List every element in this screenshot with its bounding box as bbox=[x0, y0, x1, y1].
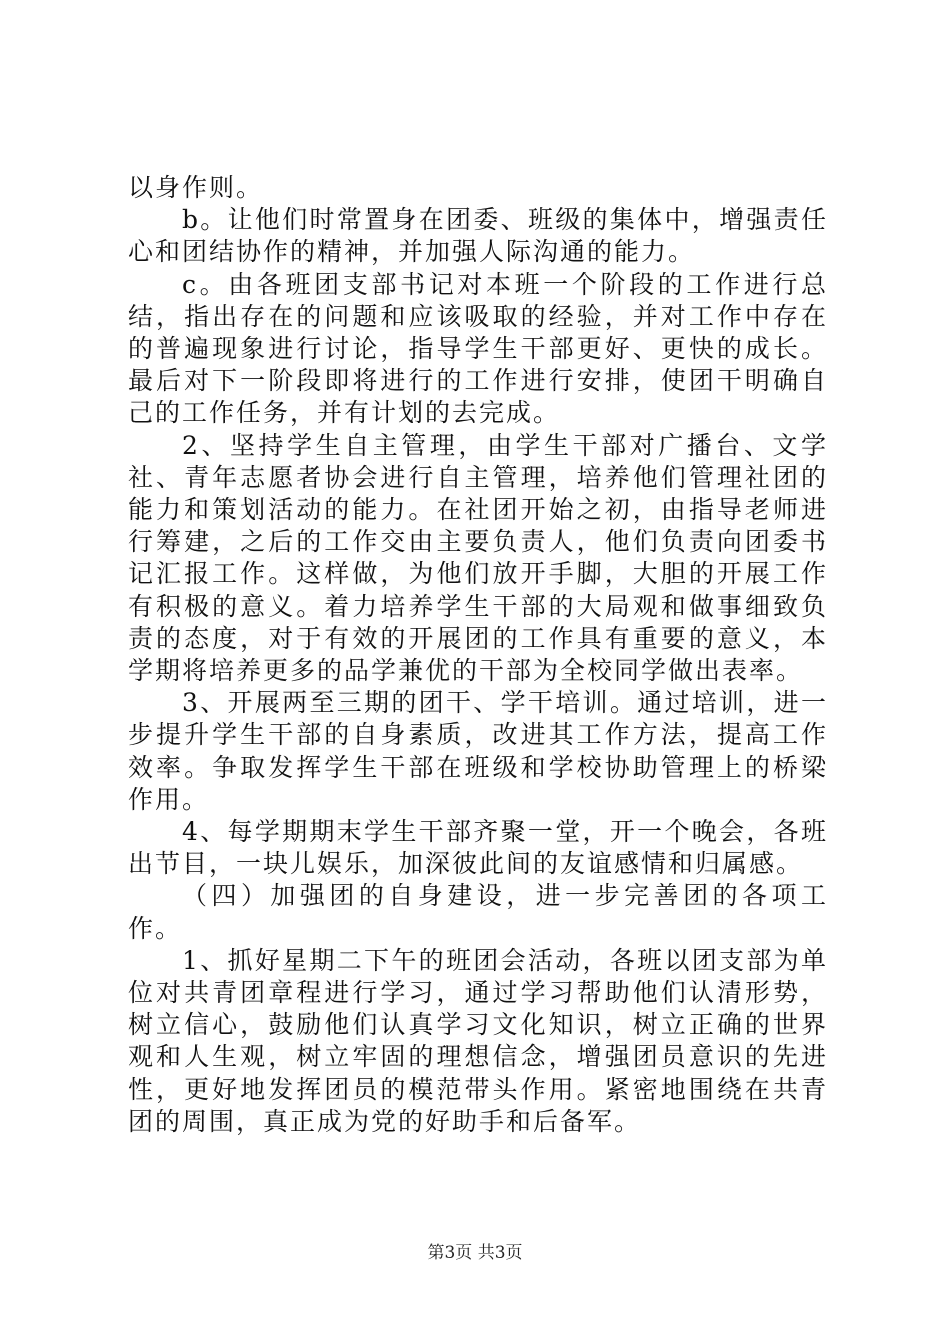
paragraph-section-four-item-1: 1、抓好星期二下午的班团会活动，各班以团支部为单位对共青团章程进行学习，通过学习帮助他们认清形势，树立信心，鼓励他们认真学习文化知识，树立正确的世界观和人生观，树立牢固的理想信念，增强团员意识的先进性，更好地发挥团员的模范带头作用。紧密地围绕在共青团的周围，真正成为党的好助手和后备军。 bbox=[128, 945, 828, 1136]
paragraph-item-3: 3、开展两至三期的团干、学干培训。通过培训，进一步提升学生干部的自身素质，改进其工作方法，提高工作效率。争取发挥学生干部在班级和学校协助管理上的桥梁作用。 bbox=[128, 688, 828, 814]
paragraph-continuation: 以身作则。 bbox=[128, 173, 264, 202]
document-body bbox=[128, 172, 828, 1138]
paragraph-b: b。让他们时常置身在团委、班级的集体中，增强责任心和团结协作的精神，并加强人际沟通的能力。 bbox=[128, 205, 828, 267]
paragraph-item-2: 2、坚持学生自主管理，由学生干部对广播台、文学社、青年志愿者协会进行自主管理，培养他们管理社团的能力和策划活动的能力。在社团开始之初，由指导老师进行筹建，之后的工作交由主要负责人，他们负责向团委书记汇报工作。这样做，为他们放开手脚，大胆的开展工作有积极的意义。着力培养学生干部的大局观和做事细致负责的态度，对于有效的开展团的工作具有重要的意义，本学期将培养更多的品学兼优的干部为全校同学做出表率。 bbox=[128, 430, 828, 686]
paragraph-item-4: 4、每学期期末学生干部齐聚一堂，开一个晚会，各班出节目，一块儿娱乐，加深彼此间的友谊感情和归属感。 bbox=[128, 817, 828, 879]
section-heading-four: （四）加强团的自身建设，进一步完善团的各项工作。 bbox=[128, 881, 828, 943]
paragraph-c: c。由各班团支部书记对本班一个阶段的工作进行总结，指出存在的问题和应该吸取的经验，并对工作中存在的普遍现象进行讨论，指导学生干部更好、更快的成长。最后对下一阶段即将进行的工作进行安排，使团干明确自己的工作任务，并有计划的去完成。 bbox=[128, 269, 828, 428]
page-footer: 第3页 共3页 bbox=[427, 1243, 523, 1263]
